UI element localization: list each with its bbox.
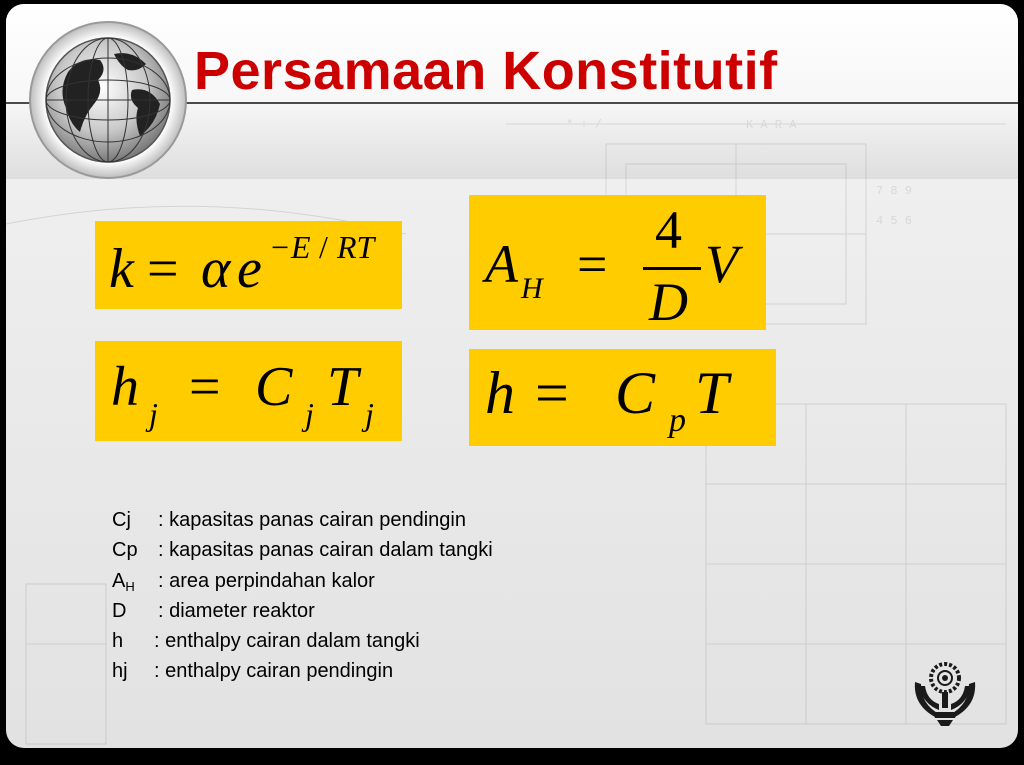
svg-text:* + /: * + /: [566, 118, 603, 132]
fraction-bar: [643, 267, 701, 270]
legend-description: : enthalpy cairan dalam tangki: [154, 630, 420, 653]
svg-text:K A R A: K A R A: [746, 118, 797, 132]
bottom-bar: [0, 748, 1024, 765]
equation-area: [469, 195, 766, 330]
legend-symbol: Cp: [112, 539, 138, 562]
legend-symbol: $A_H$: [112, 569, 135, 594]
eq-A: A: [485, 234, 518, 294]
eq-T: T: [327, 356, 359, 418]
eq-C: C: [255, 356, 293, 418]
legend-description: : area perpindahan kalor: [158, 569, 375, 592]
eq-equals: =: [147, 238, 179, 300]
equation-arrhenius: [95, 221, 402, 309]
svg-text:7 8 9: 7 8 9: [876, 184, 913, 198]
eq-exp-slash: /: [319, 229, 328, 265]
legend-symbol: Cj: [112, 509, 131, 531]
legend-description: : enthalpy cairan pendingin: [154, 660, 394, 683]
eq-alpha: α: [201, 238, 231, 300]
legend-symbol-subscript: H: [125, 578, 135, 594]
eq-sub-j: j: [365, 396, 374, 432]
eq-h: h: [485, 360, 515, 426]
eq-h: h: [111, 356, 139, 418]
svg-text:4 5 6: 4 5 6: [876, 214, 913, 228]
legend-description: : diameter reaktor: [158, 599, 315, 622]
slide: [6, 4, 1018, 748]
eq-sub-j: j: [149, 396, 158, 432]
legend-symbol: D: [112, 599, 127, 622]
legend-description: : kapasitas panas cairan pendingin: [158, 509, 466, 531]
eq-equals: =: [577, 234, 608, 294]
eq-equals: =: [189, 356, 221, 418]
eq-C: C: [615, 360, 656, 426]
eq-exp-RT: RT: [337, 229, 375, 265]
university-emblem-icon: [909, 656, 981, 728]
eq-equals: =: [535, 360, 569, 426]
eq-exp-minus: −: [271, 229, 290, 265]
legend-symbol: h: [112, 630, 124, 653]
equation-hj: [95, 341, 402, 441]
eq-T: T: [695, 360, 729, 426]
equation-h: [469, 349, 776, 446]
slide-title: Persamaan Konstitutif: [194, 41, 778, 101]
eq-e: e: [237, 238, 262, 300]
eq-k: k: [109, 238, 134, 300]
eq-sub-p: p: [669, 402, 686, 439]
eq-denominator: D: [649, 272, 688, 332]
legend-description: : kapasitas panas cairan dalam tangki: [158, 539, 493, 562]
eq-exp-E: E: [291, 229, 311, 265]
globe-icon: [28, 20, 188, 180]
legend-symbol: hj: [112, 660, 128, 683]
eq-numerator: 4: [655, 200, 682, 260]
eq-sub-H: H: [521, 272, 543, 305]
eq-V: V: [705, 234, 738, 294]
eq-sub-j: j: [305, 396, 314, 432]
